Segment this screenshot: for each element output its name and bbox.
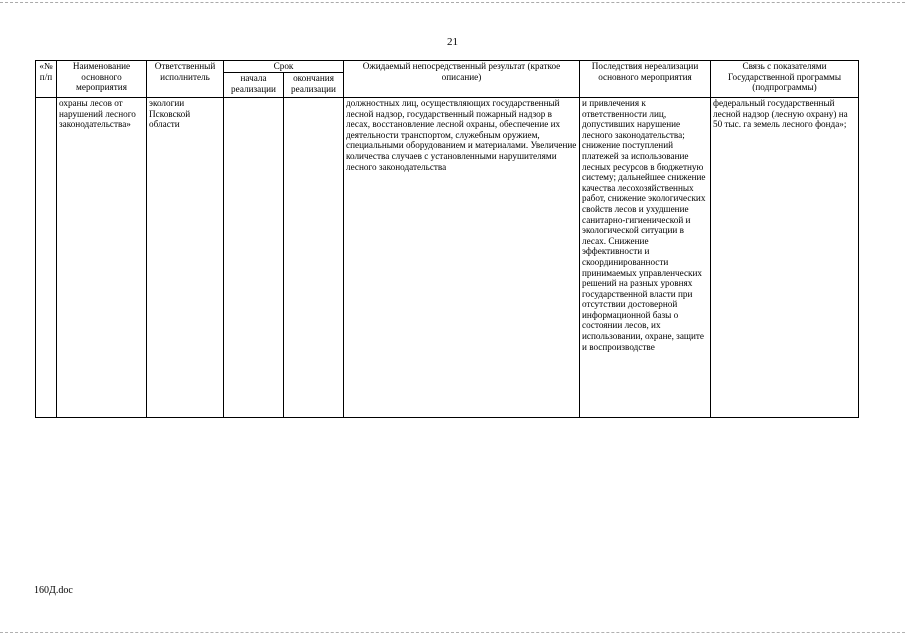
cell-term-start [224, 98, 284, 418]
header-term-start: начала реализации [224, 73, 284, 98]
table-row [36, 98, 859, 418]
header-name: Наименование основного мероприятия [57, 61, 147, 98]
header-term-end: окончания реализации [284, 73, 344, 98]
header-term: Срок [224, 61, 344, 73]
page-number: 21 [447, 36, 458, 48]
header-num: «№ п/п [36, 61, 57, 98]
header-executor: Ответственный исполнитель [147, 61, 224, 98]
cell-link: федеральный государственный лесной надзор (лесную охрану) на 50 тыс. га земель лесного фонда»; [711, 98, 859, 418]
cell-result: должностных лиц, осуществляющих государственный лесной надзор, государственный пожарный надзор в лесах, восстановление лесной охраны, обеспечение их деятельности транспортом, служебным оружием, специальными оборудованием и материалами. Увеличение количества случаев с установленными нарушителями лесного законодательства [344, 98, 580, 418]
scan-top-edge [0, 2, 905, 3]
cell-num [36, 98, 57, 418]
cell-term-end [284, 98, 344, 418]
header-row-1 [36, 61, 859, 73]
scan-bottom-edge [0, 632, 905, 633]
activities-table [35, 60, 859, 418]
cell-executor: экологии Псковской области [147, 98, 224, 418]
cell-consequences: и привлечения к ответственности лиц, допустивших нарушение лесного законодательства; снижение поступлений платежей за использование лесных ресурсов в бюджетную систему; дальнейшее снижение качества лесохозяйственных работ, снижение экологических свойств лесов и ухудшение санитарно-гигиенической и экологической ситуации в лесах. Снижение эффективности и скоординированности принимаемых управленческих решений на разных уровнях государственной власти при отсутствии достоверной информационной базы о состоянии лесов, их использовании, охране, защите и воспроизводстве [580, 98, 711, 418]
header-consequences: Последствия нереализации основного мероприятия [580, 61, 711, 98]
header-link: Связь с показателями Государственной программы (подпрограммы) [711, 61, 859, 98]
cell-name: охраны лесов от нарушений лесного законодательства» [57, 98, 147, 418]
header-result: Ожидаемый непосредственный результат (краткое описание) [344, 61, 580, 98]
footer-filename: 160Д.doc [34, 585, 73, 596]
